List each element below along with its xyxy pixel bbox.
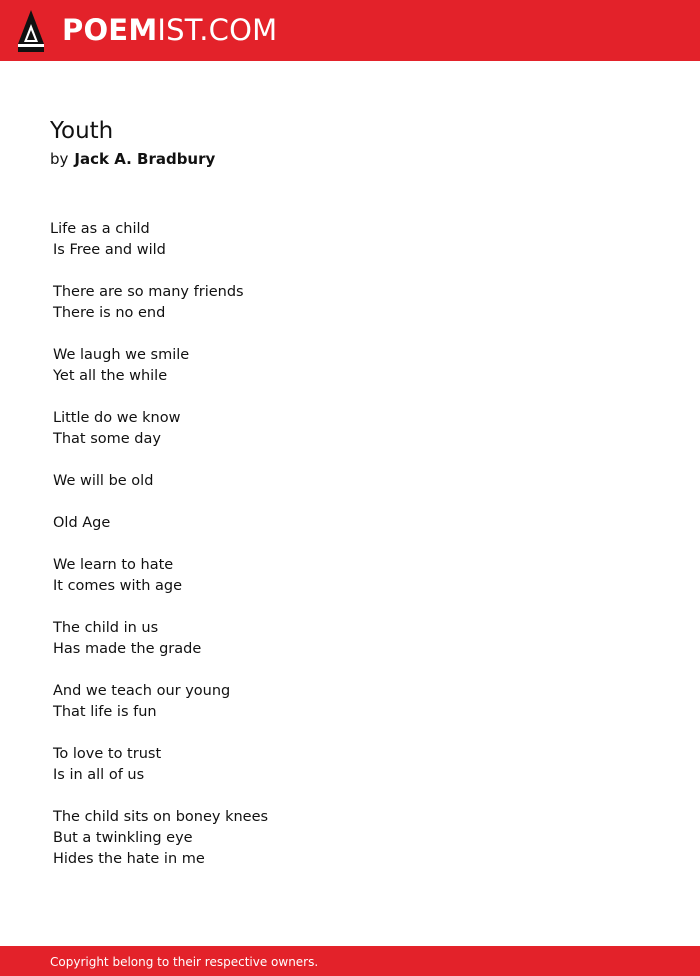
poem-title: Youth xyxy=(50,118,114,144)
poem-line: That life is fun xyxy=(53,704,157,720)
poem-line: Old Age xyxy=(53,515,111,531)
poem-body xyxy=(50,219,650,870)
stanza-gap xyxy=(50,534,650,555)
stanza-gap xyxy=(50,261,650,282)
stanza-gap xyxy=(50,492,650,513)
poem-line: Is Free and wild xyxy=(53,242,166,258)
poem-line: Has made the grade xyxy=(53,641,202,657)
stanza-gap xyxy=(50,597,650,618)
poem-line: Life as a child xyxy=(50,221,150,237)
stanza-gap xyxy=(50,450,650,471)
site-footer xyxy=(0,946,700,976)
author-name: Jack A. Bradbury xyxy=(74,150,216,168)
poem-line: There are so many friends xyxy=(53,284,244,300)
poem-line: To love to trust xyxy=(53,746,162,762)
poem-line: But a twinkling eye xyxy=(53,830,193,846)
by-label: by xyxy=(50,150,69,168)
logo-light-text: IST.COM xyxy=(157,13,278,47)
copyright-text: Copyright belong to their respective owners. xyxy=(50,955,319,969)
site-header xyxy=(0,0,700,61)
byline xyxy=(50,148,215,170)
stanza-gap xyxy=(50,660,650,681)
poem-line: Little do we know xyxy=(53,410,181,426)
poem-line: It comes with age xyxy=(53,578,183,594)
poem-line: We laugh we smile xyxy=(53,347,190,363)
stanza-gap xyxy=(50,324,650,345)
poem-line: And we teach our young xyxy=(53,683,231,699)
logo-bold-text: POEM xyxy=(62,13,158,47)
poem-line: Hides the hate in me xyxy=(53,851,205,867)
pencil-tip-icon[interactable] xyxy=(18,10,44,52)
stanza-gap xyxy=(50,786,650,807)
poem-line: We learn to hate xyxy=(53,557,174,573)
poem-line: There is no end xyxy=(53,305,166,321)
poem-line: The child sits on boney knees xyxy=(53,809,269,825)
poem-line: That some day xyxy=(53,431,161,447)
poem-line: Yet all the while xyxy=(53,368,168,384)
poem-line: We will be old xyxy=(53,473,154,489)
stanza-gap xyxy=(50,723,650,744)
stanza-gap xyxy=(50,387,650,408)
poem-line: Is in all of us xyxy=(53,767,145,783)
site-logo[interactable] xyxy=(62,12,277,48)
poem-line: The child in us xyxy=(53,620,159,636)
